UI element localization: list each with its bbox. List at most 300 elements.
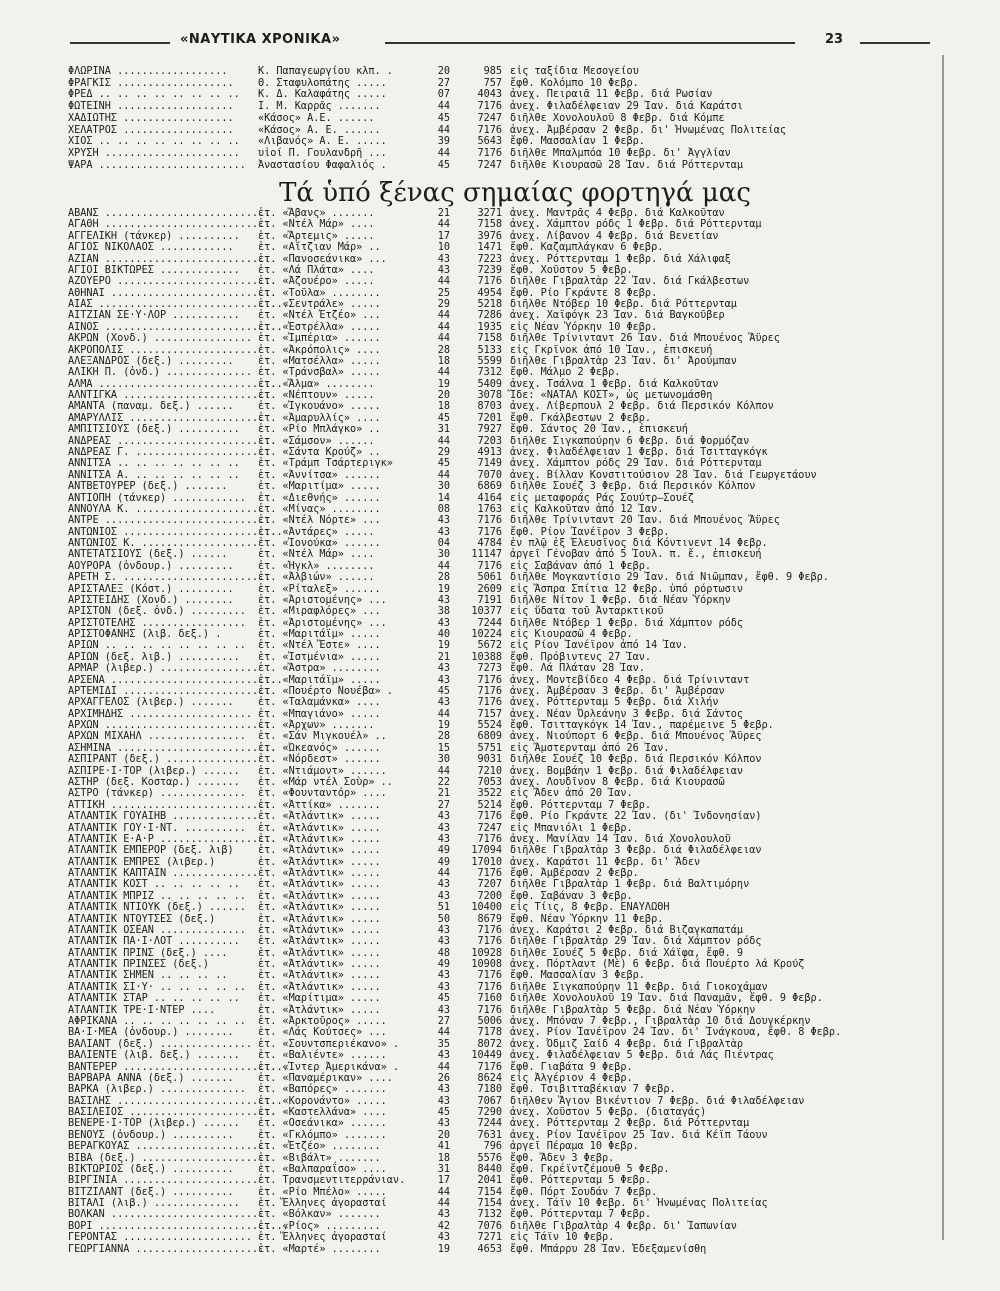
ship-col-a: 31 <box>437 424 450 436</box>
ship-name: ΑΙΑΣ ............................... <box>68 299 289 311</box>
ship-owner: ἑτ. «Τράνσβαλ» ..... <box>258 367 381 379</box>
ship-col-a: 19 <box>437 378 450 390</box>
ship-status: διῆλθε Γιβραλτὰρ 29 Ἰαν. διά Χάμπτον ρόδς <box>510 936 762 948</box>
ship-tonnage: 7927 <box>477 424 502 436</box>
ship-name: ΑΙΝΟΣ ............................. <box>68 321 283 333</box>
ship-status: ἔφθ. Σάντος 20 Ἰαν., ἐπισκευή <box>510 424 688 436</box>
ship-owner: ἑτ. «Ἀττίκα» ....... <box>258 799 381 811</box>
ship-row <box>0 254 1000 266</box>
ship-owner: ἑτ. «Ἰγκουάνο» ..... <box>258 401 381 413</box>
ship-name: ΦΩΤΕΙΝΗ ................... <box>68 101 234 113</box>
ship-owner: ἑτ. «Ἀτλάντικ» ..... <box>258 868 381 880</box>
ship-owner: ἑτ. Ἕλληνες ἀγορασταί <box>258 1198 387 1210</box>
ship-row <box>0 800 1000 812</box>
ship-col-a: 45 <box>437 159 450 171</box>
ship-status: ἀνεχ. Βίλλαν Κονστιτούσιον 28 Ἰαν. διά Γεωργετάουν <box>510 469 817 481</box>
ship-name: ΑΡΙΣΤΟΝ (δεξ. ὀνδ.) ......... <box>68 606 246 618</box>
ship-name: ΒΙΚΤΩΡΙΟΣ (δεξ.) .......... <box>68 1163 234 1175</box>
ship-owner: ἑτ. «Ἰντερ Ἀμερικάνα» . <box>258 1061 400 1073</box>
ship-col-a: 45 <box>437 993 450 1005</box>
ship-col-a: 45 <box>437 458 450 470</box>
ship-status: διῆλθε Γιβραλτὰρ 1 Φεβρ. διά Βαλτιμόρην <box>510 879 750 891</box>
ship-name: ΑΖΙΑΝ ........................... <box>68 253 271 265</box>
ship-status: ἔφθ. Ρόττερνταμ 5 Φεβρ. <box>510 1175 652 1187</box>
ship-owner: ἑτ. «Νέπτουν» ..... <box>258 390 375 402</box>
ship-name: ΑΡΙΣΤΕΙΔΗΣ (Χονδ.) ........ <box>68 594 234 606</box>
ship-status: ἀνεχ. Λίβερπουλ 2 Φεβρ. διά Περσικόν Κόλπον <box>510 401 774 413</box>
ship-col-a: 19 <box>437 640 450 652</box>
ship-owner: ἑτ. Τρανσμεντιτερράνιαν. <box>258 1175 406 1187</box>
ship-name: ΑΝΔΡΕΑΣ .......................... <box>68 435 277 447</box>
ship-row <box>0 288 1000 300</box>
ship-name: ΑΤΛΑΝΤΙΚ ΕΜΠΡΕΣ (λιβερ.) <box>68 856 216 868</box>
ship-status: ἔφθ. Ρόττερνταμ 7 Φεβρ. <box>510 1209 652 1221</box>
ship-row <box>0 868 1000 880</box>
ship-name: ΑΣΠΙΡΑΝΤ (δεξ.) ............... <box>68 754 259 766</box>
ship-name: ΑΤΛΑΝΤΙΚ ΠΡΙΝΣ (δεξ.) .... <box>68 947 228 959</box>
ship-col-a: 35 <box>437 1038 450 1050</box>
ship-owner: ἑτ. «Μπαγιάνο» ..... <box>258 708 381 720</box>
ship-tonnage: 5409 <box>477 378 502 390</box>
ship-row <box>0 1153 1000 1165</box>
ship-tonnage: 7239 <box>477 264 502 276</box>
ship-status: ἐν πλῷ ἐξ Ἐλευσῖνος διά Κόντινεντ 14 Φεβρ. <box>510 538 768 550</box>
ship-col-a: 44 <box>437 1186 450 1198</box>
ship-row <box>0 160 1000 172</box>
ship-name: ΑΝΤΩΝΙΟΣ Κ. ................... <box>68 538 259 550</box>
ship-name: ΒΟΡΙ ............................... <box>68 1220 289 1232</box>
ship-tonnage: 4653 <box>477 1243 502 1255</box>
ship-tonnage: 5599 <box>477 355 502 367</box>
ship-row <box>0 1187 1000 1199</box>
ship-col-a: 43 <box>437 253 450 265</box>
ship-status: ἔφθ. Ρόττερνταμ 7 Φεβρ. <box>510 799 652 811</box>
ship-owner: ἑτ. «Ἰονούκα» ...... <box>258 538 381 550</box>
ship-status: εἰς Καλκοῦταν ἀπό 12 Ἰαν. <box>510 503 664 515</box>
ship-col-a: 43 <box>437 697 450 709</box>
ship-col-a: 29 <box>437 446 450 458</box>
ship-status: ἔφθ. Κολόμπο 10 Φεβρ. <box>510 77 639 89</box>
ship-owner: Ι. Μ. Καρρᾶς ....... <box>258 101 381 113</box>
ship-row <box>0 584 1000 596</box>
ship-row <box>0 470 1000 482</box>
ship-col-a: 27 <box>437 799 450 811</box>
ship-owner: ἑτ. «Ἀτλάντικ» ..... <box>258 902 381 914</box>
ship-status: ἀνεχ. Πειραιᾶ 11 Φεβρ. διά Ρωσίαν <box>510 89 713 101</box>
ship-row <box>0 652 1000 664</box>
ship-owner: ἑτ. «Ἀννίτσα» ...... <box>258 469 381 481</box>
ship-tonnage: 7158 <box>477 219 502 231</box>
ship-row <box>0 982 1000 994</box>
ship-row <box>0 276 1000 288</box>
ship-col-a: 30 <box>437 754 450 766</box>
ship-name: ΑΤΛΑΝΤΙΚ ΠΑ·Ι·ΛΟΤ .......... <box>68 936 240 948</box>
ship-row <box>0 333 1000 345</box>
ship-row <box>0 1050 1000 1062</box>
ship-row <box>0 823 1000 835</box>
ship-tonnage: 7176 <box>477 970 502 982</box>
ship-name: ΑΡΕΤΗ Σ. ........................ <box>68 572 271 584</box>
ship-tonnage: 7176 <box>477 124 502 136</box>
ship-name: ΑΝΝΙΤΣΑ Α. .. .. .. .. .. .. <box>68 469 240 481</box>
ship-col-a: 43 <box>437 936 450 948</box>
ship-name: ΦΡΕΔ .. .. .. .. .. .. .. .. <box>68 89 240 101</box>
ship-name: ΒΙΡΓΙΝΙΑ ...................... <box>68 1175 259 1187</box>
ship-row <box>0 265 1000 277</box>
ship-tonnage: 6809 <box>477 731 502 743</box>
ship-owner: ἑτ. «Σουντσπεριέκανο» . <box>258 1038 400 1050</box>
ship-col-a: 43 <box>437 1232 450 1244</box>
ship-tonnage: 7178 <box>477 1027 502 1039</box>
ship-col-a: 44 <box>437 124 450 136</box>
ship-row <box>0 1005 1000 1017</box>
ship-col-a: 39 <box>437 136 450 148</box>
ship-status: διῆλθε Σουέζ 10 Φεβρ. διά Περσικόν Κόλπον <box>510 754 762 766</box>
ship-col-a: 17 <box>437 1175 450 1187</box>
ship-col-a: 49 <box>437 845 450 857</box>
ship-status: διῆλθε Ντόβερ 10 Φεβρ. διά Ρόττερνταμ <box>510 299 737 311</box>
ship-col-a: 19 <box>437 1243 450 1255</box>
ship-status: ἀνεχ. Ὀδμιζ Σαίδ 4 Φεβρ. διά Γιβραλτὰρ <box>510 1038 744 1050</box>
ship-row <box>0 208 1000 220</box>
ship-status: διῆλθεν Ἅγιον Βικέντιον 7 Φεβρ. διά Φιλαδέλφειαν <box>510 1095 805 1107</box>
ship-row <box>0 1221 1000 1233</box>
ship-col-a: 44 <box>437 435 450 447</box>
ship-col-a: 43 <box>437 970 450 982</box>
ship-status: ἀργεῖ Πέραμα 10 Φεβρ. <box>510 1141 639 1153</box>
ship-tonnage: 7176 <box>477 924 502 936</box>
ship-name: ΑΣΤΡΟ (τάνκερ) .............. <box>68 788 246 800</box>
ship-col-a: 45 <box>437 112 450 124</box>
ship-col-a: 07 <box>437 89 450 101</box>
ship-status: διῆλθε Τρίνινταντ 26 Ἰαν. διά Μπουένος Ἄϋρες <box>510 333 780 345</box>
ship-name: ΑΟΥΡΟΡΑ (ὀνδουρ.) ......... <box>68 560 234 572</box>
ship-name: ΑΝΤΕΤΑΤΣΙΟΥΣ (δεξ.) ...... <box>68 549 228 561</box>
ship-name: ΒΑΡΚΑ (λιβερ.) .............. <box>68 1084 246 1096</box>
ship-col-a: 44 <box>437 321 450 333</box>
ship-row <box>0 113 1000 125</box>
ship-owner: ἑτ. «Μαριτάϊμ» ..... <box>258 674 381 686</box>
ship-owner: ἑτ. «Ἰστμένια» ..... <box>258 651 381 663</box>
ship-owner: ἑτ. «Ἀτλάντικ» ..... <box>258 970 381 982</box>
ship-status: εἰς Ἀλγέριον 4 Φεβρ. <box>510 1072 633 1084</box>
ship-tonnage: 10388 <box>471 651 502 663</box>
ship-status: εἰς μεταφοράς Ράς Σουύτρ—Σουέζ <box>510 492 695 504</box>
ship-name: ΒΑΛΙΕΝΤΕ (λιβ. δεξ.) ....... <box>68 1050 240 1062</box>
ship-name: ΓΕΩΡΓΙΑΝΝΑ ..................... <box>68 1243 265 1255</box>
ship-col-a: 28 <box>437 572 450 584</box>
ship-owner: ἑτ. «Ἰμπέρια» ...... <box>258 333 381 345</box>
ship-status: ἀνεχ. Λουδῖνον 8 Φεβρ. διά Κιουρασῶ <box>510 777 725 788</box>
ship-name: ΧΡΥΣΗ ...................... <box>68 147 240 159</box>
ship-tonnage: 7176 <box>477 674 502 686</box>
ship-row <box>0 925 1000 937</box>
header-rule-middle <box>385 42 795 44</box>
ship-tonnage: 1471 <box>477 242 502 254</box>
ship-tonnage: 3522 <box>477 788 502 800</box>
ship-tonnage: 7154 <box>477 1198 502 1210</box>
ship-col-a: 44 <box>437 469 450 481</box>
ship-name: ΒΙΤΖΙΛΑΝΤ (δεξ.) .......... <box>68 1186 234 1198</box>
ship-col-a: 10 <box>437 242 450 254</box>
ship-status: ἔφθ. Τσιτταγκόγκ 14 Ἰαν., παρέμεινε 5 Φεβρ. <box>510 720 774 732</box>
ship-tonnage: 757 <box>483 77 502 89</box>
ship-owner: ἑτ. «Κορονάντο» ..... <box>258 1095 387 1107</box>
ship-owner: ἑτ. «Ἀτλάντικ» ..... <box>258 981 381 993</box>
ship-status: ἀνεχ. Χάμπτον ρόδς 1 Φεβρ. διά Ρόττερνταμ <box>510 219 762 231</box>
ship-status: ἔφθ. Ρίο Γκράντε 8 Φεβρ. <box>510 287 658 299</box>
ship-status: ἔφθ. Γιαβάτα 9 Φεβρ. <box>510 1061 633 1073</box>
ship-col-a: 28 <box>437 731 450 743</box>
ship-tonnage: 7160 <box>477 993 502 1005</box>
ship-name: ΑΤΛΑΝΤΙΚ ΟΣΕΑΝ .............. <box>68 924 246 936</box>
ship-col-a: 44 <box>437 101 450 113</box>
ship-tonnage: 5133 <box>477 344 502 356</box>
ship-owner: ἑτ. «Ἀντάρες» ..... <box>258 526 375 538</box>
ship-col-a: 44 <box>437 310 450 322</box>
ship-row <box>0 618 1000 630</box>
ship-tonnage: 7200 <box>477 890 502 902</box>
ship-owner: ἑτ. «Παναμέρικαν» .... <box>258 1072 393 1084</box>
ship-col-a: 04 <box>437 538 450 550</box>
ship-status: ἀνεχ. Μαντρᾶς 4 Φεβρ. διά Καλκοῦταν <box>510 208 725 219</box>
ship-col-a: 25 <box>437 287 450 299</box>
ship-tonnage: 3078 <box>477 390 502 402</box>
ship-col-a: 30 <box>437 481 450 493</box>
ship-owner: ἑτ. «Ἀλβιών» ...... <box>258 572 375 584</box>
ship-name: ΒΟΛΚΑΝ ......................... <box>68 1209 265 1221</box>
ship-row <box>0 299 1000 311</box>
ship-status: ἀνεχ. Φιλαδέλφειαν 1 Φεβρ. διά Τσιτταγκόγκ <box>510 446 768 458</box>
ship-row <box>0 948 1000 960</box>
ship-row <box>0 788 1000 800</box>
ship-row <box>0 561 1000 573</box>
ship-tonnage: 10449 <box>471 1050 502 1062</box>
ship-col-a: 38 <box>437 606 450 618</box>
ship-row <box>0 663 1000 675</box>
ship-owner: Θ. Σταφυλοπάτης ..... <box>258 77 387 89</box>
ship-status: ἀνεχ. Χοῦστον 5 Φεβρ. (διαταγάς) <box>510 1107 707 1119</box>
ship-row <box>0 538 1000 550</box>
ship-owner: ἑτ. «Ἀτλάντικ» ..... <box>258 1004 381 1016</box>
ship-row <box>0 78 1000 90</box>
ship-tonnage: 7176 <box>477 981 502 993</box>
ship-name: ΒΙΒΑ (δεξ.) ..................... <box>68 1152 271 1164</box>
ship-row <box>0 1039 1000 1051</box>
ship-tonnage: 7176 <box>477 147 502 159</box>
ship-row <box>0 834 1000 846</box>
ship-owner: ἑτ. «Μαριτίμα» ..... <box>258 481 381 493</box>
ship-owner: ἑτ. «Βιβάλτ» ....... <box>258 1152 381 1164</box>
ship-name: ΧΙΟΣ .. .. .. .. .. .. .. .. <box>68 136 240 148</box>
ship-status: διῆλθε Ντόβερ 1 Φεβρ. διά Χάμπτον ρόδς <box>510 617 744 629</box>
ship-row <box>0 845 1000 857</box>
ship-name: ΑΡΧΩΝ ΜΙΧΑΗΛ ................ <box>68 731 246 743</box>
ship-name: ΑΤΛΑΝΤΙΚ ΣΙ·Υ· .. .. .. .. .. <box>68 981 246 993</box>
ship-name: ΒΕΝΕΡΕ·Ι·ΤΟΡ (λιβερ.) ...... <box>68 1118 240 1130</box>
ship-tonnage: 7176 <box>477 1061 502 1073</box>
ship-row <box>0 754 1000 766</box>
ship-col-a: 43 <box>437 617 450 629</box>
ship-col-a: 44 <box>437 868 450 880</box>
ship-name: ΑΙΤΖΙΑΝ ΣΕ·Υ·ΛΟΡ ........... <box>68 310 240 322</box>
ship-owner: ἑτ. «Ὠκεανός» ...... <box>258 742 381 754</box>
ship-col-a: 43 <box>437 526 450 538</box>
ship-row <box>0 629 1000 641</box>
ship-row <box>0 310 1000 322</box>
ship-row <box>0 390 1000 402</box>
ship-tonnage: 4784 <box>477 538 502 550</box>
ship-col-a: 43 <box>437 822 450 834</box>
ship-tonnage: 7176 <box>477 833 502 845</box>
ship-tonnage: 7191 <box>477 594 502 606</box>
ship-tonnage: 17094 <box>471 845 502 857</box>
ship-owner: ἑτ. «Νόρδεστ» ...... <box>258 754 381 766</box>
ship-status: ἀργεῖ Γένοβαν ἀπό 5 Ἰουλ. π. ἔ., ἐπισκευή <box>510 549 762 561</box>
ship-col-a: 43 <box>437 924 450 936</box>
ship-tonnage: 7132 <box>477 1209 502 1221</box>
ship-col-a: 26 <box>437 1072 450 1084</box>
ship-owner: ἑτ. «Ἀτλάντικ» ..... <box>258 811 381 823</box>
ship-tonnage: 5672 <box>477 640 502 652</box>
ship-name: ΑΤΛΑΝΤΙΚ ΜΠΡΙΖ .. .. .. .. .. <box>68 890 246 902</box>
ship-col-a: 51 <box>437 902 450 914</box>
ship-row <box>0 572 1000 584</box>
ship-col-a: 22 <box>437 777 450 788</box>
ship-name: ΑΓΑΘΗ ........................... <box>68 219 271 231</box>
ship-tonnage: 5643 <box>477 136 502 148</box>
ship-status: εἰς Ρίον Ἰανέϊρον ἀπό 14 Ἰαν. <box>510 640 688 652</box>
ship-col-a: 20 <box>437 1129 450 1141</box>
ship-row <box>0 379 1000 391</box>
ship-owner: ἑτ. «Μιραφλόρες» ... <box>258 606 381 618</box>
ship-status: ἀνεχ. Καράτσι 2 Φεβρ. διά Βιζαγκαπατάμ <box>510 924 744 936</box>
ship-tonnage: 17010 <box>471 856 502 868</box>
ship-row <box>0 345 1000 357</box>
ship-owner: «Λιβανός» Α. Ε. ..... <box>258 136 387 148</box>
ship-status: εἰς ὕδατα τοῦ Ἀνταρκτικοῦ <box>510 606 664 618</box>
ship-status: ἔφθ. Χοῦστον 5 Φεβρ. <box>510 264 633 276</box>
ship-owner: ἑτ. «Ἀτλάντικ» ..... <box>258 833 381 845</box>
ship-tonnage: 4164 <box>477 492 502 504</box>
ship-name: ΑΛΕΞΑΝΔΡΟΣ (δεξ.) ......... <box>68 355 234 367</box>
ship-tonnage: 985 <box>483 66 502 77</box>
ship-tonnage: 796 <box>483 1141 502 1153</box>
ship-col-a: 43 <box>437 879 450 891</box>
journal-title: «ΝΑΥΤΙΚΑ ΧΡΟΝΙΚΑ» <box>180 32 341 47</box>
ship-name: ΒΑΝΤΕΡΕΡ ........................... <box>68 1061 289 1073</box>
ship-status: εἰς ταξίδια Μεσογείου <box>510 66 639 77</box>
ship-name: ΑΝΝΙΤΣΑ .. .. .. .. .. .. .. <box>68 458 240 470</box>
ship-row <box>0 125 1000 137</box>
ship-tonnage: 1935 <box>477 321 502 333</box>
ship-status: ἀνεχ. Μοντεβίδεο 4 Φεβρ. διά Τρίνινταντ <box>510 674 750 686</box>
ship-col-a: 30 <box>437 549 450 561</box>
ship-col-a: 43 <box>437 663 450 675</box>
ship-owner: ἑτ. «Ρίο Μπέλο» ..... <box>258 1186 387 1198</box>
ship-col-a: 21 <box>437 651 450 663</box>
ship-name: ΑΝΤΙΟΠΗ (τάνκερ) ............ <box>68 492 246 504</box>
ship-row <box>0 1073 1000 1085</box>
ship-tonnage: 7290 <box>477 1107 502 1119</box>
ship-name: ΑΜΠΙΤΣΙΟΥΣ (δεξ.) .......... <box>68 424 240 436</box>
ship-row <box>0 686 1000 698</box>
ship-col-a: 43 <box>437 674 450 686</box>
ship-row <box>0 936 1000 948</box>
ship-tonnage: 5214 <box>477 799 502 811</box>
ship-row <box>0 1084 1000 1096</box>
ship-status: διῆλθε Γιβραλτὰρ 23 Ἰαν. δι' Ἀρούμπαν <box>510 355 737 367</box>
ship-tonnage: 7312 <box>477 367 502 379</box>
section-title: Τά ὑπό ξένας σημαίας φορτηγά μας <box>279 178 751 208</box>
ship-status: ἀνεχ. Ρίον Ἰανέϊρον 25 Ἰαν. διά Κέϊπ Τάουν <box>510 1129 768 1141</box>
ship-owner: ἑτ. «Ἀρχων» ....... <box>258 720 375 732</box>
ship-row <box>0 914 1000 926</box>
ship-owner: ἑτ. «Ματσέλλα» ..... <box>258 355 381 367</box>
ship-tonnage: 7247 <box>477 112 502 124</box>
ship-col-a: 20 <box>437 66 450 77</box>
ship-tonnage: 7176 <box>477 526 502 538</box>
ship-name: ΑΡΙΣΤΟΦΑΝΗΣ (λιβ. δεξ.) . <box>68 629 222 641</box>
ship-col-a: 43 <box>437 1050 450 1062</box>
ship-row <box>0 148 1000 160</box>
ship-col-a: 45 <box>437 685 450 697</box>
ship-owner: ἑτ. «Σεντράλε» ..... <box>258 299 381 311</box>
ship-owner: ἑτ. «Ἀτλάντικ» ..... <box>258 947 381 959</box>
ship-tonnage: 11147 <box>471 549 502 561</box>
ship-status: εἰς Ἄδεν ἀπό 20 Ἰαν. <box>510 788 633 800</box>
ship-row <box>0 101 1000 113</box>
ship-name: ΑΣΠΙΡΕ·Ι·ΤΟΡ (λιβερ.) ...... <box>68 765 240 777</box>
ship-owner: ἑτ. «Ρίταλεξ» ...... <box>258 583 381 595</box>
ship-tonnage: 7176 <box>477 1004 502 1016</box>
ship-status: ἔφθ. Ρίο Γκράντε 22 Ἰαν. (δι' Ἰνδονησίαν) <box>510 811 762 823</box>
ship-col-a: 18 <box>437 401 450 413</box>
ship-name: ΑΤΛΑΝΤΙΚ ΠΡΙΝΣΕΣ (δεξ.) <box>68 959 210 971</box>
ship-row <box>0 424 1000 436</box>
ship-owner: ἑτ. «Τράμπ Τσάρτεριγκ» <box>258 458 393 470</box>
ship-tonnage: 7176 <box>477 936 502 948</box>
ship-name: ΑΝΔΡΕΑΣ Γ. ...................... <box>68 446 271 458</box>
ship-name: ΑΣΤΗΡ (δεξ. Κοσταρ.) ....... <box>68 777 240 788</box>
ship-status: ἀνεχ. Νιούπορτ 6 Φεβρ. διά Μπουένος Ἄϋρες <box>510 731 762 743</box>
ship-row <box>0 675 1000 687</box>
ship-col-a: 44 <box>437 333 450 345</box>
ship-row <box>0 993 1000 1005</box>
ship-status: Ἴδε: «ΝΑΤΑΛ ΚΟΣΤ», ὡς μετωνομάσθη <box>510 390 713 402</box>
ship-row <box>0 436 1000 448</box>
ship-tonnage: 7223 <box>477 253 502 265</box>
ship-owner: ἑτ. «Ἀκρόπολις» .... <box>258 344 381 356</box>
ship-tonnage: 7273 <box>477 663 502 675</box>
ship-tonnage: 7286 <box>477 310 502 322</box>
ship-owner: ἑτ. «Βόλκαν» ....... <box>258 1209 381 1221</box>
ship-status: ἀνεχ. Χαϊφόγκ 23 Ἰαν. διά Βαγκοῦβερ <box>510 310 725 322</box>
ship-row <box>0 970 1000 982</box>
ship-name: ΒΑΡΒΑΡΑ ΑΝΝΑ (δεξ.) ....... <box>68 1072 234 1084</box>
ship-tonnage: 10928 <box>471 947 502 959</box>
ship-name: ΑΛΝΤΙΓΚΑ ........................ <box>68 390 271 402</box>
ship-status: διῆλθε Σουέζ 3 Φεβρ. διά Περσικόν Κόλπον <box>510 481 756 493</box>
ship-col-a: 28 <box>437 344 450 356</box>
ship-row <box>0 1141 1000 1153</box>
ship-owner: ἑτ. «Μάρ ντέλ Σοὺρ» .. <box>258 777 393 788</box>
ship-owner: «Κάσος» Α. Ε. ...... <box>258 124 381 136</box>
ship-name: ΑΚΡΩΝ (Χονδ.) ................ <box>68 333 253 345</box>
ship-owner: ἑτ. «Βαπόρες» ....... <box>258 1084 387 1096</box>
ship-status: διῆλθε Νίτον 1 Φεβρ. διά Νέαν Ὑόρκην <box>510 594 731 606</box>
ship-tonnage: 4954 <box>477 287 502 299</box>
